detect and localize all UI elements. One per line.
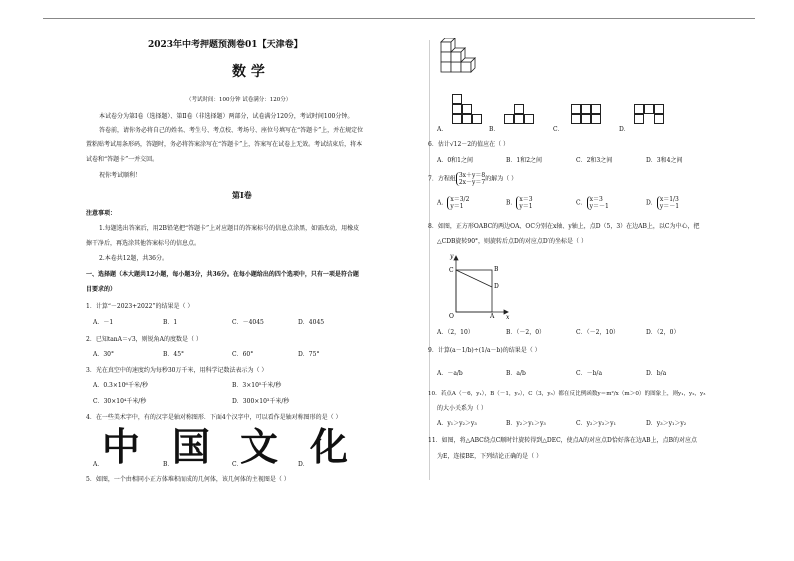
q6-option-a[interactable]: A．0和1之间 <box>437 157 473 164</box>
question-8-stem-cont: △CDB旋转90°，则旋转后点D的对应点D′的坐标是（ ） <box>437 238 587 245</box>
q10-option-a[interactable]: A．y₁＞y₂＞y₃ <box>437 420 477 427</box>
note-line: 2.本卷共12题，共36分。 <box>99 255 168 262</box>
q5-option-d[interactable]: D． <box>619 126 630 133</box>
option-label: A． <box>437 199 448 207</box>
q1-option-a[interactable]: A．－1 <box>93 319 114 326</box>
question-9-stem: 9．计算(a－1/b)÷(1/a－b)的结果是（ ） <box>428 347 541 354</box>
instruction-line: 祝你考试顺利！ <box>99 172 142 179</box>
q7-option-c[interactable] <box>576 196 609 210</box>
option-line: y＝－1 <box>659 203 680 210</box>
q7-option-b[interactable] <box>506 196 533 210</box>
subject-title: 数 学 <box>232 64 265 80</box>
option-line: x＝3 <box>589 196 603 203</box>
option-line: x＝3 <box>519 196 533 203</box>
question-8-stem: 8．如图，正方形OABC的两边OA、OC分别在x轴、y轴上，点D（5，3）在边AB上，以C为中心，把 <box>428 223 700 230</box>
q8-option-b[interactable]: B．（－2，0） <box>506 329 546 336</box>
q10-option-d[interactable]: D．y₃＞y₁＞y₂ <box>646 420 687 427</box>
q2-option-b[interactable]: B．45° <box>163 351 185 358</box>
q8-option-c[interactable]: C．（－2，10） <box>576 329 620 336</box>
q2-option-a[interactable]: A．30° <box>93 351 114 358</box>
question-4-stem: 4．在一些美术字中，有的汉字是轴对称图形．下面4个汉字中，可以看作是轴对称图形的是（ ） <box>86 414 342 421</box>
point-label-b: B <box>494 266 499 273</box>
point-label-o: O <box>449 313 454 320</box>
q1-option-d[interactable]: D．4045 <box>298 319 325 326</box>
choice-heading: 目要求的） <box>86 286 117 293</box>
center-divider <box>429 40 430 480</box>
option-line: y＝1 <box>519 203 533 210</box>
choice-heading: 一、选择题（本大题共12小题，每小题3分，共36分。在每小题给出的四个选项中，只有一项是符合题 <box>86 271 359 278</box>
question-5-stem: 5．如图，一个由相同小正方体堆积而成的几何体，该几何体的主视图是（ ） <box>86 476 290 483</box>
q7-eq2: 2x－y＝7 <box>458 179 486 186</box>
axis-label-y: y <box>450 253 454 260</box>
option-label: B． <box>506 199 517 207</box>
option-system <box>657 196 679 210</box>
character-zhong: 中 <box>102 425 141 469</box>
q7-option-d[interactable] <box>646 196 679 210</box>
option-label: D． <box>646 199 657 207</box>
q6-option-c[interactable]: C．2和3之间 <box>576 157 613 164</box>
character-wen: 文 <box>240 425 279 469</box>
character-guo: 国 <box>172 425 211 469</box>
instruction-line: 置粘贴考试用条形码，答题时，务必将答案涂写在“答题卡”上，答案写在试卷上无效。考试结束后，将本 <box>86 141 363 148</box>
q8-option-a[interactable]: A．（2，10） <box>437 329 474 336</box>
q10-option-c[interactable]: C．y₂＞y₃＞y₁ <box>576 420 616 427</box>
q1-option-c[interactable]: C．－4045 <box>232 319 264 326</box>
option-line: x＝1/3 <box>659 196 679 203</box>
option-line: x＝3/2 <box>450 196 470 203</box>
exam-info: （考试时间：100分钟 试卷满分：120分） <box>186 97 292 103</box>
q7-system <box>456 172 485 186</box>
q4-option-b[interactable]: B． <box>163 461 174 468</box>
question-11-stem-cont: 为E，连接BE，下列结论正确的是（ ） <box>437 453 543 460</box>
option-label: C． <box>576 199 587 207</box>
q9-option-b[interactable]: B．a/b <box>506 370 526 377</box>
question-7-stem <box>428 172 517 186</box>
q4-option-c[interactable]: C． <box>232 461 243 468</box>
question-3-stem: 3．光在真空中的速度约为每秒30万千米，用科学记数法表示为（ ） <box>86 367 268 374</box>
note-line: 擦干净后，再选涂其他答案标号的信息点。 <box>86 240 201 247</box>
q8-square-figure <box>440 250 512 320</box>
q7-stem-post: 的解为（ ） <box>485 175 518 183</box>
notes-title: 注意事项： <box>86 210 117 217</box>
option-system <box>587 196 609 210</box>
point-label-d: D <box>494 283 499 290</box>
q10-option-b[interactable]: B．y₂＞y₁＞y₃ <box>506 420 546 427</box>
q7-stem-pre: 7．方程组 <box>428 175 456 183</box>
q3-option-c[interactable]: C．30×10⁴千米/秒 <box>93 398 147 405</box>
q4-option-d[interactable]: D． <box>298 461 309 468</box>
q8-option-d[interactable]: D．（2，0） <box>646 329 680 336</box>
q7-option-a[interactable] <box>437 196 469 210</box>
question-1-stem: 1．计算“－2023+2022”的结果是（ ） <box>86 303 194 310</box>
top-rule <box>43 18 755 19</box>
question-6-stem: 6．估计√12－2的值应在（ ） <box>428 141 510 148</box>
q5-option-b[interactable]: B． <box>489 126 500 133</box>
q2-option-c[interactable]: C．60° <box>232 351 254 358</box>
point-label-c: C <box>449 267 454 274</box>
character-hua: 化 <box>310 425 349 469</box>
q3-option-b[interactable]: B．3×10⁵千米/秒 <box>232 382 282 389</box>
q9-option-d[interactable]: D．b/a <box>646 370 667 377</box>
q7-eq1: 3x＋y＝8 <box>458 172 486 179</box>
question-10-stem: 10．若点A（－6，y₁），B（－1，y₂），C（3，y₃）都在反比例函数y＝m²/x（m＞0）的图象上，则y₁，y₂，y₃ <box>428 391 706 397</box>
q2-option-d[interactable]: D．75° <box>298 351 320 358</box>
note-line: 1.每题选出答案后，用2B铅笔把“答题卡”上对应题目的答案标号的信息点涂黑，如需改动，用橡皮 <box>99 225 360 232</box>
exam-title: 2023年中考押题预测卷01【天津卷】 <box>148 40 303 50</box>
option-line: y＝1 <box>450 203 464 210</box>
q5-option-a[interactable]: A． <box>437 126 448 133</box>
q9-option-a[interactable]: A．－a/b <box>437 370 463 377</box>
section-title: 第Ⅰ卷 <box>232 190 252 200</box>
question-10-stem-cont: 的大小关系为（ ） <box>437 405 487 412</box>
instruction-line: 答卷前，请你务必将自己的姓名、考生号、考点校、考场号、座位号填写在“答题卡”上，并在规定位 <box>99 127 364 134</box>
cube-stack-figure <box>437 38 485 78</box>
axis-label-x: x <box>506 314 510 320</box>
question-11-stem: 11．如图，将△ABC绕点C顺时针旋转得到△DEC，使点A的对应点D恰好落在边AB上，点B的对应点 <box>428 437 697 444</box>
q4-option-a[interactable]: A． <box>93 461 104 468</box>
option-system <box>516 196 532 210</box>
instruction-line: 本试卷分为第Ⅰ卷（选择题）、第Ⅱ卷（非选择题）两部分，试卷满分120分，考试时间100分钟。 <box>99 113 354 120</box>
q3-option-a[interactable]: A．0.3×10⁶千米/秒 <box>93 382 148 389</box>
q9-option-c[interactable]: C．－b/a <box>576 370 603 377</box>
point-label-a: A <box>490 313 495 320</box>
q6-option-d[interactable]: D．3和4之间 <box>646 157 683 164</box>
option-line: y＝－1 <box>589 203 609 210</box>
question-2-stem: 2．已知tanA＝√3，则锐角A的度数是（ ） <box>86 336 202 343</box>
q5-option-c[interactable]: C． <box>553 126 564 133</box>
instruction-line: 试卷和“答题卡”一并交回。 <box>86 156 159 163</box>
q6-option-b[interactable]: B．1和2之间 <box>506 157 543 164</box>
option-system <box>447 196 469 210</box>
q3-option-d[interactable]: D．300×10³千米/秒 <box>232 398 290 405</box>
q1-option-b[interactable]: B．1 <box>163 319 178 326</box>
